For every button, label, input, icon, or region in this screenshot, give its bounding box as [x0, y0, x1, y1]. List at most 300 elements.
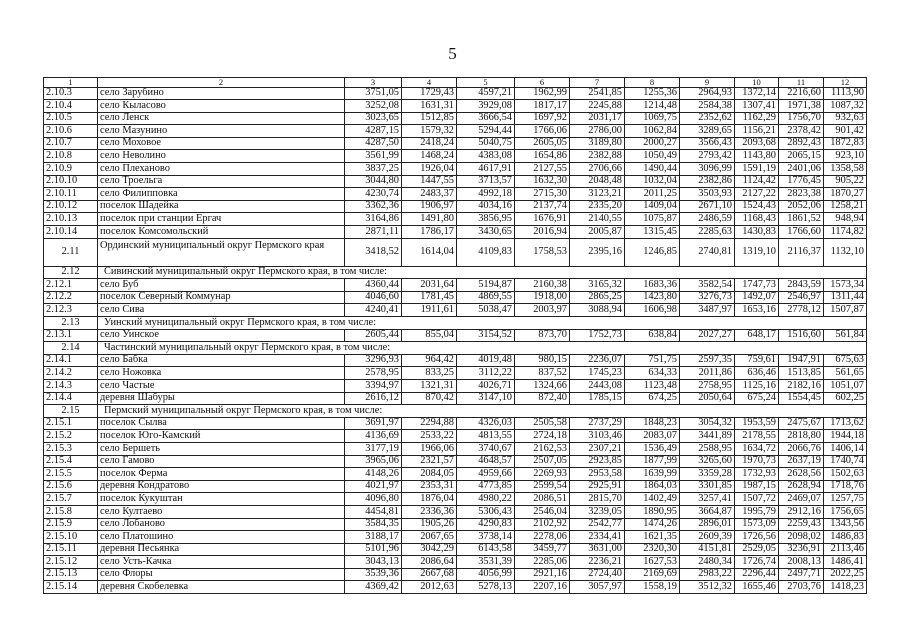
section-title: Сивинский муниципальный округ Пермского края, в том числе:	[98, 266, 867, 279]
table-row	[44, 125, 867, 138]
settlement-name: деревня Шабуры	[98, 392, 345, 405]
value-cell: 3664,87	[680, 505, 735, 518]
value-cell: 2140,55	[570, 213, 625, 226]
table-row	[44, 556, 867, 569]
value-cell: 948,94	[824, 213, 867, 226]
value-cell: 2871,11	[345, 226, 402, 239]
value-cell: 2983,22	[680, 568, 735, 581]
value-cell: 1516,60	[779, 329, 824, 342]
value-cell: 1697,92	[515, 112, 570, 125]
settlement-name: село Плеханово	[98, 163, 345, 176]
row-code: 2.10.4	[44, 100, 98, 113]
settlement-name: село Филипповка	[98, 188, 345, 201]
value-cell: 1781,45	[402, 291, 457, 304]
value-cell: 3666,54	[457, 112, 515, 125]
value-cell: 1606,98	[625, 304, 680, 317]
value-cell: 3042,29	[402, 543, 457, 556]
value-cell: 1507,87	[824, 304, 867, 317]
value-cell: 855,04	[402, 329, 457, 342]
table-row	[44, 150, 867, 163]
column-number: 6	[515, 78, 570, 88]
value-cell: 4046,60	[345, 291, 402, 304]
value-cell: 1683,36	[625, 279, 680, 292]
value-cell: 3531,39	[457, 556, 515, 569]
value-cell: 5040,75	[457, 137, 515, 150]
value-cell: 3394,97	[345, 379, 402, 392]
table-row	[44, 392, 867, 405]
value-cell: 2207,16	[515, 581, 570, 594]
value-cell: 2584,38	[680, 100, 735, 113]
value-cell: 2541,85	[570, 87, 625, 100]
value-cell: 3856,95	[457, 213, 515, 226]
value-cell: 1051,07	[824, 379, 867, 392]
table-row	[44, 112, 867, 125]
value-cell: 4617,91	[457, 163, 515, 176]
value-cell: 2086,64	[402, 556, 457, 569]
settlement-name: деревня Песьянка	[98, 543, 345, 556]
section-row	[44, 266, 867, 279]
value-cell: 2401,06	[779, 163, 824, 176]
value-cell: 1409,04	[625, 200, 680, 213]
row-code: 2.10.8	[44, 150, 98, 163]
value-cell: 3112,22	[457, 367, 515, 380]
value-cell: 561,65	[824, 367, 867, 380]
value-cell: 3738,14	[457, 531, 515, 544]
value-cell: 2923,85	[570, 455, 625, 468]
value-cell: 5306,43	[457, 505, 515, 518]
header-row	[44, 78, 867, 88]
value-cell: 1573,09	[735, 518, 779, 531]
value-cell: 3103,46	[570, 430, 625, 443]
value-cell: 1062,84	[625, 125, 680, 138]
value-cell: 2637,19	[779, 455, 824, 468]
value-cell: 2113,46	[824, 543, 867, 556]
value-cell: 901,42	[824, 125, 867, 138]
value-cell: 2605,44	[345, 329, 402, 342]
value-cell: 1654,86	[515, 150, 570, 163]
table-row	[44, 213, 867, 226]
value-cell: 3257,41	[680, 493, 735, 506]
value-cell: 1491,80	[402, 213, 457, 226]
value-cell: 1418,23	[824, 581, 867, 594]
value-cell: 4773,85	[457, 480, 515, 493]
value-cell: 1726,56	[735, 531, 779, 544]
value-cell: 2008,13	[779, 556, 824, 569]
settlement-name: село Бершеть	[98, 442, 345, 455]
value-cell: 1050,49	[625, 150, 680, 163]
value-cell: 3459,77	[515, 543, 570, 556]
value-cell: 2116,37	[779, 238, 824, 266]
value-cell: 2011,25	[625, 188, 680, 201]
value-cell: 1877,99	[625, 455, 680, 468]
value-cell: 2475,67	[779, 417, 824, 430]
value-cell: 4096,80	[345, 493, 402, 506]
settlement-name: поселок Юго-Камский	[98, 430, 345, 443]
value-cell: 3566,43	[680, 137, 735, 150]
value-cell: 2382,86	[680, 175, 735, 188]
value-cell: 1321,31	[402, 379, 457, 392]
table-row	[44, 291, 867, 304]
column-number: 8	[625, 78, 680, 88]
row-code: 2.12	[44, 266, 98, 279]
value-cell: 2667,68	[402, 568, 457, 581]
value-cell: 1125,16	[735, 379, 779, 392]
value-cell: 4369,42	[345, 581, 402, 594]
section-title: Уинский муниципальный округ Пермского края, в том числе:	[98, 317, 867, 330]
value-cell: 1745,23	[570, 367, 625, 380]
row-code: 2.10.12	[44, 200, 98, 213]
value-cell: 1756,65	[824, 505, 867, 518]
value-cell: 4597,21	[457, 87, 515, 100]
value-cell: 1319,10	[735, 238, 779, 266]
value-cell: 2000,27	[625, 137, 680, 150]
value-cell: 2497,71	[779, 568, 824, 581]
value-cell: 1848,23	[625, 417, 680, 430]
row-code: 2.15.13	[44, 568, 98, 581]
value-cell: 3503,93	[680, 188, 735, 201]
value-cell: 2778,12	[779, 304, 824, 317]
value-cell: 2169,69	[625, 568, 680, 581]
value-cell: 2352,62	[680, 112, 735, 125]
value-cell: 1766,06	[515, 125, 570, 138]
value-cell: 1406,14	[824, 442, 867, 455]
value-cell: 4287,50	[345, 137, 402, 150]
value-cell: 2793,42	[680, 150, 735, 163]
value-cell: 2546,97	[779, 291, 824, 304]
value-cell: 4980,22	[457, 493, 515, 506]
table-row	[44, 163, 867, 176]
value-cell: 4019,48	[457, 354, 515, 367]
value-cell: 2098,02	[779, 531, 824, 544]
value-cell: 2353,31	[402, 480, 457, 493]
table-row	[44, 568, 867, 581]
value-cell: 1402,49	[625, 493, 680, 506]
value-cell: 2335,20	[570, 200, 625, 213]
value-cell: 1032,04	[625, 175, 680, 188]
value-cell: 873,70	[515, 329, 570, 342]
settlement-name: село Усть-Качка	[98, 556, 345, 569]
row-code: 2.14.2	[44, 367, 98, 380]
section-row	[44, 342, 867, 355]
value-cell: 2022,25	[824, 568, 867, 581]
value-cell: 4148,26	[345, 468, 402, 481]
value-cell: 674,25	[625, 392, 680, 405]
value-cell: 1861,52	[779, 213, 824, 226]
value-cell: 3631,00	[570, 543, 625, 556]
value-cell: 1740,74	[824, 455, 867, 468]
value-cell: 1627,53	[625, 556, 680, 569]
value-cell: 2003,97	[515, 304, 570, 317]
row-code: 2.10.14	[44, 226, 98, 239]
value-cell: 964,42	[402, 354, 457, 367]
value-cell: 2786,00	[570, 125, 625, 138]
value-cell: 1143,80	[735, 150, 779, 163]
table-row	[44, 175, 867, 188]
row-code: 2.15	[44, 405, 98, 418]
value-cell: 3289,65	[680, 125, 735, 138]
value-cell: 872,40	[515, 392, 570, 405]
settlement-name: село Бабка	[98, 354, 345, 367]
value-cell: 1536,49	[625, 442, 680, 455]
value-cell: 2216,60	[779, 87, 824, 100]
value-cell: 1423,80	[625, 291, 680, 304]
settlement-name: село Платошино	[98, 531, 345, 544]
value-cell: 870,42	[402, 392, 457, 405]
value-cell: 4360,44	[345, 279, 402, 292]
value-cell: 3296,93	[345, 354, 402, 367]
value-cell: 2031,17	[570, 112, 625, 125]
value-cell: 1486,83	[824, 531, 867, 544]
value-cell: 1614,04	[402, 238, 457, 266]
value-cell: 2605,05	[515, 137, 570, 150]
value-cell: 2048,48	[570, 175, 625, 188]
settlement-name: село Култаево	[98, 505, 345, 518]
settlement-name: поселок Сылва	[98, 417, 345, 430]
value-cell: 2865,25	[570, 291, 625, 304]
value-cell: 2892,43	[779, 137, 824, 150]
settlement-name: село Зарубино	[98, 87, 345, 100]
value-cell: 1911,61	[402, 304, 457, 317]
value-cell: 1113,90	[824, 87, 867, 100]
value-cell: 1512,85	[402, 112, 457, 125]
table-row	[44, 468, 867, 481]
value-cell: 1876,04	[402, 493, 457, 506]
row-code: 2.15.4	[44, 455, 98, 468]
value-cell: 1766,60	[779, 226, 824, 239]
value-cell: 2480,34	[680, 556, 735, 569]
settlement-name: село Кыласово	[98, 100, 345, 113]
value-cell: 5294,44	[457, 125, 515, 138]
column-number: 2	[98, 78, 345, 88]
value-cell: 3252,08	[345, 100, 402, 113]
row-code: 2.11	[44, 238, 98, 266]
value-cell: 2912,16	[779, 505, 824, 518]
value-cell: 3147,10	[457, 392, 515, 405]
value-cell: 1966,06	[402, 442, 457, 455]
value-cell: 3837,25	[345, 163, 402, 176]
section-row	[44, 317, 867, 330]
section-title: Частинский муниципальный округ Пермского края, в том числе:	[98, 342, 867, 355]
value-cell: 2818,80	[779, 430, 824, 443]
value-cell: 1311,44	[824, 291, 867, 304]
value-cell: 3418,52	[345, 238, 402, 266]
row-code: 2.15.7	[44, 493, 98, 506]
value-cell: 2542,77	[570, 518, 625, 531]
value-cell: 4136,69	[345, 430, 402, 443]
value-cell: 3430,65	[457, 226, 515, 239]
value-cell: 1758,53	[515, 238, 570, 266]
value-cell: 1785,15	[570, 392, 625, 405]
value-cell: 1926,04	[402, 163, 457, 176]
value-cell: 2307,21	[570, 442, 625, 455]
row-code: 2.15.10	[44, 531, 98, 544]
value-cell: 2320,30	[625, 543, 680, 556]
value-cell: 3189,80	[570, 137, 625, 150]
value-cell: 2178,55	[735, 430, 779, 443]
value-cell: 1492,07	[735, 291, 779, 304]
value-cell: 759,61	[735, 354, 779, 367]
value-cell: 2011,86	[680, 367, 735, 380]
value-cell: 2953,58	[570, 468, 625, 481]
table-row	[44, 367, 867, 380]
settlement-name: село Лобаново	[98, 518, 345, 531]
row-code: 2.14.1	[44, 354, 98, 367]
settlement-name: село Мазунино	[98, 125, 345, 138]
value-cell: 2507,05	[515, 455, 570, 468]
value-cell: 3713,57	[457, 175, 515, 188]
value-cell: 1864,03	[625, 480, 680, 493]
settlement-name: деревня Скобелевка	[98, 581, 345, 594]
value-cell: 2706,66	[570, 163, 625, 176]
value-cell: 2005,87	[570, 226, 625, 239]
value-cell: 1987,15	[735, 480, 779, 493]
value-cell: 638,84	[625, 329, 680, 342]
value-cell: 3236,91	[779, 543, 824, 556]
value-cell: 1246,85	[625, 238, 680, 266]
value-cell: 1502,63	[824, 468, 867, 481]
value-cell: 2599,54	[515, 480, 570, 493]
value-cell: 3165,32	[570, 279, 625, 292]
value-cell: 2597,35	[680, 354, 735, 367]
value-cell: 1655,46	[735, 581, 779, 594]
value-cell: 1747,73	[735, 279, 779, 292]
value-cell: 2588,95	[680, 442, 735, 455]
value-cell: 3088,94	[570, 304, 625, 317]
table-row	[44, 354, 867, 367]
value-cell: 3057,97	[570, 581, 625, 594]
value-cell: 932,63	[824, 112, 867, 125]
column-number: 3	[345, 78, 402, 88]
value-cell: 2027,27	[680, 329, 735, 342]
table-row	[44, 100, 867, 113]
value-cell: 1307,41	[735, 100, 779, 113]
row-code: 2.10.7	[44, 137, 98, 150]
value-cell: 1870,27	[824, 188, 867, 201]
value-cell: 4056,99	[457, 568, 515, 581]
settlement-name: село Сива	[98, 304, 345, 317]
row-code: 2.10.3	[44, 87, 98, 100]
row-code: 2.12.3	[44, 304, 98, 317]
value-cell: 2127,55	[515, 163, 570, 176]
value-cell: 3740,67	[457, 442, 515, 455]
value-cell: 2321,57	[402, 455, 457, 468]
value-cell: 751,75	[625, 354, 680, 367]
value-cell: 4648,57	[457, 455, 515, 468]
value-cell: 2505,58	[515, 417, 570, 430]
column-number: 4	[402, 78, 457, 88]
row-code: 2.12.2	[44, 291, 98, 304]
value-cell: 5101,96	[345, 543, 402, 556]
value-cell: 4992,18	[457, 188, 515, 201]
value-cell: 2546,04	[515, 505, 570, 518]
value-cell: 1776,45	[779, 175, 824, 188]
table-row	[44, 518, 867, 531]
value-cell: 2533,22	[402, 430, 457, 443]
value-cell: 3154,52	[457, 329, 515, 342]
value-cell: 1953,59	[735, 417, 779, 430]
value-cell: 2016,94	[515, 226, 570, 239]
value-cell: 2052,06	[779, 200, 824, 213]
table-row	[44, 442, 867, 455]
column-number: 9	[680, 78, 735, 88]
row-code: 2.15.1	[44, 417, 98, 430]
column-number: 5	[457, 78, 515, 88]
value-cell: 1726,74	[735, 556, 779, 569]
value-cell: 1872,83	[824, 137, 867, 150]
value-cell: 3276,73	[680, 291, 735, 304]
value-cell: 3043,13	[345, 556, 402, 569]
row-code: 2.15.8	[44, 505, 98, 518]
value-cell: 1168,43	[735, 213, 779, 226]
value-cell: 1732,93	[735, 468, 779, 481]
value-cell: 2336,36	[402, 505, 457, 518]
row-code: 2.15.3	[44, 442, 98, 455]
value-cell: 2236,07	[570, 354, 625, 367]
value-cell: 1676,91	[515, 213, 570, 226]
value-cell: 1817,17	[515, 100, 570, 113]
value-cell: 2609,39	[680, 531, 735, 544]
row-code: 2.10.10	[44, 175, 98, 188]
value-cell: 1573,34	[824, 279, 867, 292]
value-cell: 675,24	[735, 392, 779, 405]
settlement-name: село Ленск	[98, 112, 345, 125]
table-body	[44, 78, 867, 594]
value-cell: 2469,07	[779, 493, 824, 506]
value-cell: 2616,12	[345, 392, 402, 405]
value-cell: 3561,99	[345, 150, 402, 163]
value-cell: 1255,36	[625, 87, 680, 100]
value-cell: 3539,36	[345, 568, 402, 581]
value-cell: 648,17	[735, 329, 779, 342]
value-cell: 1214,48	[625, 100, 680, 113]
value-cell: 2382,88	[570, 150, 625, 163]
value-cell: 2259,43	[779, 518, 824, 531]
value-cell: 5194,87	[457, 279, 515, 292]
value-cell: 3239,05	[570, 505, 625, 518]
value-cell: 1890,95	[625, 505, 680, 518]
value-cell: 2296,44	[735, 568, 779, 581]
value-cell: 2724,40	[570, 568, 625, 581]
value-cell: 923,10	[824, 150, 867, 163]
table-row	[44, 188, 867, 201]
value-cell: 3965,06	[345, 455, 402, 468]
value-cell: 3044,80	[345, 175, 402, 188]
value-cell: 1786,17	[402, 226, 457, 239]
value-cell: 2628,94	[779, 480, 824, 493]
value-cell: 675,63	[824, 354, 867, 367]
value-cell: 1123,48	[625, 379, 680, 392]
value-cell: 1947,91	[779, 354, 824, 367]
value-cell: 2031,64	[402, 279, 457, 292]
value-cell: 5038,47	[457, 304, 515, 317]
row-code: 2.14	[44, 342, 98, 355]
value-cell: 1756,70	[779, 112, 824, 125]
settlement-name: село Троельга	[98, 175, 345, 188]
settlement-name: Ординский муниципальный округ Пермского края	[98, 238, 345, 266]
value-cell: 2921,16	[515, 568, 570, 581]
value-cell: 980,15	[515, 354, 570, 367]
value-cell: 3441,89	[680, 430, 735, 443]
value-cell: 2395,16	[570, 238, 625, 266]
value-cell: 1524,43	[735, 200, 779, 213]
value-cell: 2486,59	[680, 213, 735, 226]
value-cell: 1343,56	[824, 518, 867, 531]
value-cell: 1579,32	[402, 125, 457, 138]
row-code: 2.14.4	[44, 392, 98, 405]
value-cell: 2758,95	[680, 379, 735, 392]
row-code: 2.10.9	[44, 163, 98, 176]
value-cell: 2245,88	[570, 100, 625, 113]
